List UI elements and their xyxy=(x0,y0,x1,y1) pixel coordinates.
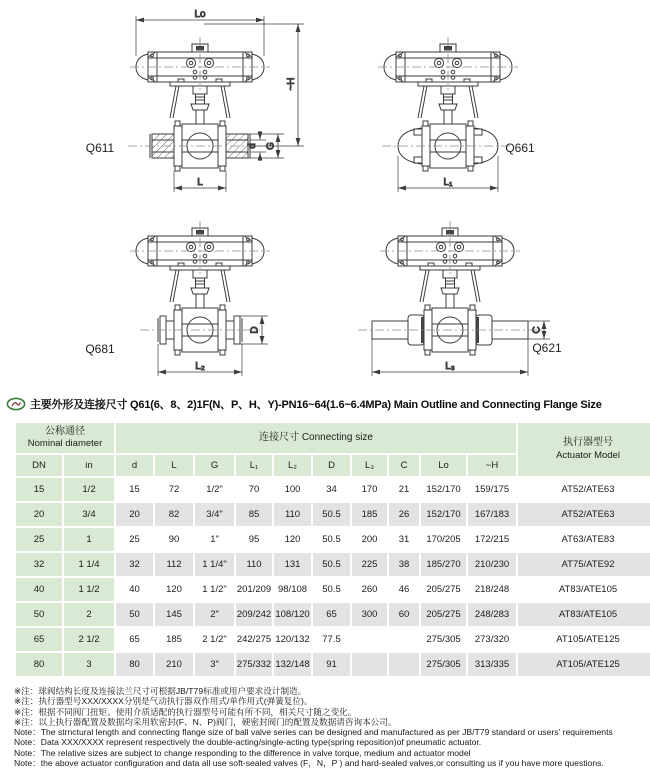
table-cell: 2 1/2 xyxy=(64,628,114,651)
table-cell: 120 xyxy=(155,578,193,601)
table-cell: 1 1/2 xyxy=(64,578,114,601)
header-connecting-size xyxy=(116,423,516,453)
table-cell: 15 xyxy=(16,478,62,501)
table-cell: 50.5 xyxy=(313,578,350,601)
col-header-l3: L₃ xyxy=(352,455,387,476)
notes-section xyxy=(14,686,642,768)
table-cell: AT52/ATE63 xyxy=(518,478,650,501)
col-header-in: in xyxy=(64,455,114,476)
drawing-q661 xyxy=(330,6,650,196)
table-cell: 108/120 xyxy=(274,603,311,626)
dim-label-l2: L₂ xyxy=(195,361,205,372)
table-cell: 1 xyxy=(64,528,114,551)
table-cell: 90 xyxy=(155,528,193,551)
table-cell: 21 xyxy=(389,478,419,501)
table-row xyxy=(16,653,650,676)
model-label-q661: Q661 xyxy=(505,141,535,155)
table-cell: 200 xyxy=(352,528,387,551)
table-cell xyxy=(389,653,419,676)
table-cell: 20 xyxy=(16,503,62,526)
table-cell: 31 xyxy=(389,528,419,551)
table-cell: AT105/ATE125 xyxy=(518,628,650,651)
table-cell: 110 xyxy=(274,503,311,526)
table-cell: 300 xyxy=(352,603,387,626)
table-cell: 112 xyxy=(155,553,193,576)
table-cell: 170/205 xyxy=(421,528,466,551)
table-cell: 132/148 xyxy=(274,653,311,676)
table-cell: 275/332 xyxy=(236,653,272,676)
table-cell: 210 xyxy=(155,653,193,676)
table-row xyxy=(16,478,650,501)
table-cell: 80 xyxy=(16,653,62,676)
note-line: Note：the above actuator configuration and data all use soft-sealed valves (F，N，P ) and hard-sealed valves,or consulting us if you have more questions. xyxy=(14,758,604,769)
table-cell: 98/108 xyxy=(274,578,311,601)
model-label-q611: Q611 xyxy=(85,141,115,155)
table-cell: 72 xyxy=(155,478,193,501)
table-cell xyxy=(389,628,419,651)
company-logo-icon xyxy=(6,397,26,411)
table-cell: 210/230 xyxy=(468,553,516,576)
table-cell: 218/248 xyxy=(468,578,516,601)
table-cell: 1" xyxy=(195,528,234,551)
table-cell: 3/4 xyxy=(64,503,114,526)
dim-label-lo: Lo xyxy=(194,9,206,20)
table-cell: AT52/ATE63 xyxy=(518,503,650,526)
table-cell: 120 xyxy=(274,528,311,551)
col-header-D: D xyxy=(313,455,350,476)
table-cell: 225 xyxy=(352,553,387,576)
table-cell: 3 xyxy=(64,653,114,676)
table-cell: 82 xyxy=(155,503,193,526)
table-cell: 50 xyxy=(116,603,153,626)
dim-label-l3: L₃ xyxy=(445,361,455,372)
table-cell: 260 xyxy=(352,578,387,601)
table-cell: AT105/ATE125 xyxy=(518,653,650,676)
table-cell: 248/283 xyxy=(468,603,516,626)
table-cell: 3" xyxy=(195,653,234,676)
table-row xyxy=(16,528,650,551)
table-cell: 32 xyxy=(116,553,153,576)
table-cell: 172/215 xyxy=(468,528,516,551)
table-row xyxy=(16,503,650,526)
table-cell: 313/335 xyxy=(468,653,516,676)
table-cell: 60 xyxy=(389,603,419,626)
header-actuator-model xyxy=(518,423,650,476)
table-cell: 65 xyxy=(116,628,153,651)
table-cell: 205/275 xyxy=(421,603,466,626)
table-cell: 273/320 xyxy=(468,628,516,651)
table-cell: AT63/ATE83 xyxy=(518,528,650,551)
note-line: ※注：根据不同阀门扭矩、使用介质适配的执行器型号可能有所不同，相关尺寸随之变化。 xyxy=(14,706,357,717)
table-cell: 34 xyxy=(313,478,350,501)
dim-label-D: D xyxy=(249,326,261,334)
header-group-row xyxy=(16,423,650,453)
table-cell: 50.5 xyxy=(313,503,350,526)
col-header-d: d xyxy=(116,455,153,476)
col-header-l: L xyxy=(155,455,193,476)
table-cell: 201/209 xyxy=(236,578,272,601)
table-cell: 25 xyxy=(116,528,153,551)
table-cell: 80 xyxy=(116,653,153,676)
dim-label-c: C xyxy=(531,326,543,334)
header-nominal-cn: 公称通径 xyxy=(45,425,85,437)
col-header-dn: DN xyxy=(16,455,62,476)
table-cell: 3/4" xyxy=(195,503,234,526)
dimension-table xyxy=(14,421,650,678)
note-line: Note：The relative sizes are subject to change responding to the difference in valve torque, medium and actuator model xyxy=(14,747,471,758)
table-cell: 185 xyxy=(155,628,193,651)
col-header-lo: Lo xyxy=(421,455,466,476)
table-cell: 40 xyxy=(116,578,153,601)
table-row xyxy=(16,553,650,576)
table-cell: 15 xyxy=(116,478,153,501)
dim-label-d: d xyxy=(247,143,258,149)
table-cell: 20 xyxy=(116,503,153,526)
col-header-c: C xyxy=(389,455,419,476)
table-cell: 77.5 xyxy=(313,628,350,651)
col-header-g: G xyxy=(195,455,234,476)
table-cell: 275/305 xyxy=(421,628,466,651)
table-cell: 2 1/2" xyxy=(195,628,234,651)
table-cell: 170 xyxy=(352,478,387,501)
table-cell: 120/132 xyxy=(274,628,311,651)
table-cell: 100 xyxy=(274,478,311,501)
header-nominal-diameter xyxy=(16,423,114,453)
table-cell: 1/2 xyxy=(64,478,114,501)
table-cell: 50.5 xyxy=(313,553,350,576)
table-cell: 50 xyxy=(16,603,62,626)
table-cell: AT83/ATE105 xyxy=(518,578,650,601)
table-cell xyxy=(352,628,387,651)
table-cell: 152/170 xyxy=(421,503,466,526)
dim-label-l1: L₁ xyxy=(443,177,453,188)
header-actuator-cn: 执行器型号 xyxy=(563,437,614,449)
table-cell: 65 xyxy=(16,628,62,651)
header-connecting-label: 连接尺寸 Connecting size xyxy=(259,431,373,443)
table-cell: 50.5 xyxy=(313,528,350,551)
table-cell: 46 xyxy=(389,578,419,601)
table-cell: 152/170 xyxy=(421,478,466,501)
note-line: ※注：球阀结构长度及连接法兰尺寸可根据JB/T79标准或用户要求设计制造。 xyxy=(14,686,307,696)
header-actuator-en: Actuator Model xyxy=(556,449,620,461)
page-title: 主要外形及连接尺寸 Q61(6、8、2)1F(N、P、H、Y)-PN16~64(1.6~6.4MPa) Main Outline and Connecting Flange Size xyxy=(30,399,602,411)
table-cell: 205/275 xyxy=(421,578,466,601)
table-row xyxy=(16,628,650,651)
table-cell: 38 xyxy=(389,553,419,576)
table-cell: 242/275 xyxy=(236,628,272,651)
model-label-q681: Q681 xyxy=(85,342,115,356)
table-cell: 1 1/4" xyxy=(195,553,234,576)
table-cell: 185 xyxy=(352,503,387,526)
table-cell: 65 xyxy=(313,603,350,626)
dim-label-g: G xyxy=(265,142,277,150)
drawing-q681 xyxy=(20,196,340,380)
section-title xyxy=(6,395,648,413)
header-nominal-en: Nominal diameter xyxy=(27,438,103,450)
table-cell: 70 xyxy=(236,478,272,501)
table-cell: 1 1/4 xyxy=(64,553,114,576)
table-row xyxy=(16,578,650,601)
note-line: ※注：执行器型号XXX/XXXX分别是气动执行器双作用式/单作用式(弹簧复位)。 xyxy=(14,696,313,707)
model-label-q621: Q621 xyxy=(532,341,562,355)
table-cell: 26 xyxy=(389,503,419,526)
table-cell: 95 xyxy=(236,528,272,551)
table-cell: 185/270 xyxy=(421,553,466,576)
table-row xyxy=(16,603,650,626)
table-cell: 209/242 xyxy=(236,603,272,626)
dim-label-h: ~H xyxy=(286,77,297,91)
col-header-h: ~H xyxy=(468,455,516,476)
table-cell: 167/183 xyxy=(468,503,516,526)
table-cell: 110 xyxy=(236,553,272,576)
note-line: Note：Data XXX/XXXX represent respectively the double-acting/single-acting type(spring reposition)of pneumatic actuator. xyxy=(14,737,482,748)
table-cell: 91 xyxy=(313,653,350,676)
table-cell: AT75/ATE92 xyxy=(518,553,650,576)
col-header-l1: L₁ xyxy=(236,455,272,476)
col-header-l2: L₂ xyxy=(274,455,311,476)
table-cell: 275/305 xyxy=(421,653,466,676)
table-cell xyxy=(352,653,387,676)
table-cell: AT83/ATE105 xyxy=(518,603,650,626)
table-cell: 32 xyxy=(16,553,62,576)
table-cell: 1/2" xyxy=(195,478,234,501)
drawing-q611 xyxy=(20,6,340,196)
dim-label-l: L xyxy=(197,177,203,188)
table-cell: 25 xyxy=(16,528,62,551)
note-line: Note：The strnctural length and connecting flange size of ball valve series can be designed and manufactured as per JB/T79 standard or users' requirements xyxy=(14,727,613,738)
drawing-q621 xyxy=(330,196,650,380)
table-cell: 131 xyxy=(274,553,311,576)
table-cell: 40 xyxy=(16,578,62,601)
table-cell: 2 xyxy=(64,603,114,626)
table-cell: 85 xyxy=(236,503,272,526)
table-cell: 1 1/2" xyxy=(195,578,234,601)
table-cell: 145 xyxy=(155,603,193,626)
table-cell: 159/175 xyxy=(468,478,516,501)
table-cell: 2" xyxy=(195,603,234,626)
note-line: ※注：以上执行器配置及数据均采用软密封(F、N、P)阀门，硬密封阀门的配置及数据请咨询本公司。 xyxy=(14,716,397,727)
